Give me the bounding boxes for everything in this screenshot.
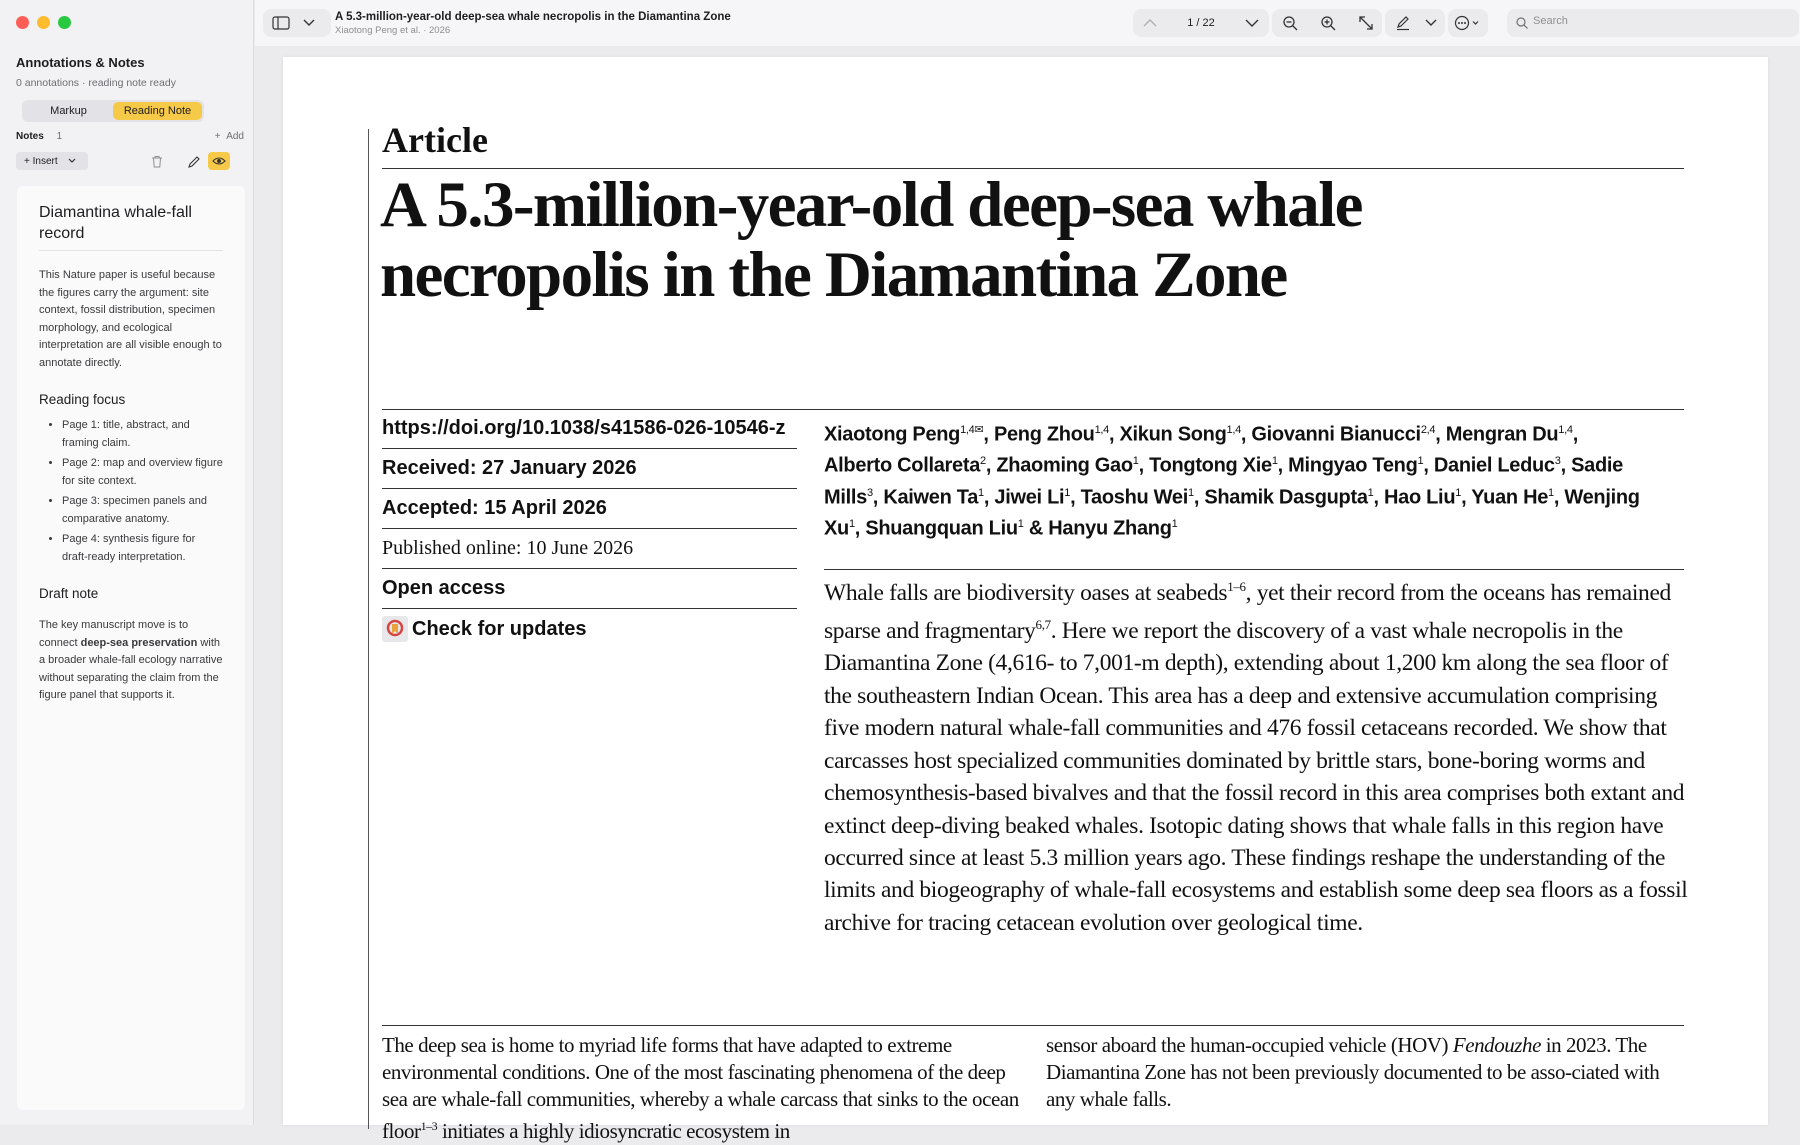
sidebar-toggle-group (263, 9, 331, 37)
chevron-down-icon[interactable] (1425, 19, 1437, 27)
vehicle-name: Fendouzhe (1452, 1033, 1541, 1057)
tab-reading-note[interactable]: Reading Note (113, 102, 202, 120)
document-title: A 5.3-million-year-old deep-sea whale necropolis in the Diamantina Zone (335, 11, 731, 23)
author-name: Wenjing Xu (824, 486, 1640, 540)
reading-focus-heading: Reading focus (39, 392, 126, 407)
author-name: Yuan He (1471, 486, 1549, 509)
body-text: in 2023. The Diamantina Zone has not been previously documented to be asso-ciated with any whale falls. (1046, 1033, 1660, 1111)
author-name: Shuangquan Liu (865, 517, 1018, 540)
author-name: Xikun Song (1119, 423, 1227, 446)
draft-text-post: with a broader whale-fall ecology narrative without separating the claim from the figure panel that supports it. (39, 636, 223, 701)
abstract (824, 571, 1694, 939)
note-toolbar (16, 152, 246, 172)
tab-markup[interactable]: Markup (50, 105, 87, 117)
pdf-page[interactable] (283, 57, 1768, 1143)
author-affiliation: 3 (866, 486, 873, 499)
reading-focus-list (39, 417, 223, 566)
author-name: Daniel Leduc (1433, 454, 1555, 477)
insert-dropdown[interactable] (16, 152, 88, 170)
author-affiliation: 1 (1171, 517, 1178, 530)
author-name: Mengran Du (1445, 423, 1559, 446)
author-name: Shamik Dasgupta (1204, 486, 1368, 509)
accepted-date: Accepted: 15 April 2026 (382, 489, 797, 529)
zoom-controls (1272, 9, 1382, 37)
chevron-down-icon (68, 158, 76, 164)
author-affiliation: 1,4 (1226, 424, 1241, 436)
plus-icon: + (24, 155, 33, 167)
more-options-button[interactable] (1448, 9, 1488, 37)
chevron-down-icon[interactable] (1245, 19, 1259, 28)
author-name: Hanyu Zhang (1048, 517, 1172, 540)
notes-header (16, 131, 244, 145)
add-note-button[interactable] (215, 131, 244, 142)
sidebar (0, 0, 254, 1125)
check-for-updates-label: Check for updates (412, 617, 587, 640)
more-icon (1454, 15, 1482, 31)
check-for-updates-link[interactable] (382, 609, 797, 649)
author-affiliation: 1 (1187, 486, 1194, 499)
citation[interactable]: 1–3 (420, 1119, 438, 1133)
window-controls (16, 16, 71, 29)
divider (824, 569, 1684, 570)
pencil-icon[interactable] (186, 154, 202, 170)
chevron-up-icon[interactable] (1143, 18, 1157, 27)
plus-icon: + (214, 131, 227, 142)
annotate-controls (1385, 9, 1445, 37)
author-name: Alberto Collareta (824, 454, 981, 477)
body-text: The deep sea is home to myriad life forms that have adapted to extreme environmental conditions. One of the most fascinating phenomena of the deep sea are whale-fall communities, whereby a whale carcass that sinks to the ocean floor (382, 1033, 1019, 1143)
body-text: sensor aboard the human-occupied vehicle (HOV) (1046, 1033, 1453, 1057)
author-affiliation: 1 (1132, 455, 1139, 468)
author-affiliation: 2 (980, 455, 986, 468)
author-affiliation: 1 (1548, 486, 1554, 499)
author-affiliation: 1 (1017, 517, 1024, 530)
reading-note-card[interactable] (17, 186, 245, 1110)
abstract-text: , yet their record from the oceans has remained sparse and fragmentary (824, 579, 1671, 645)
page-indicator[interactable]: 1 / 22 (1187, 17, 1215, 29)
chevron-down-icon[interactable] (303, 19, 315, 27)
page-navigator (1133, 9, 1269, 37)
author-affiliation: 1 (1064, 486, 1071, 499)
add-note-label: Add (226, 131, 244, 142)
draft-text-pre: The key manuscript move is to connect (39, 619, 189, 649)
body-column-right (1046, 1032, 1686, 1113)
view-segmented-control (22, 100, 204, 122)
list-item: • Page 3: specimen panels and comparative anatomy. (62, 493, 223, 528)
search-icon (1516, 17, 1528, 29)
author-name: Zhaoming Gao (996, 454, 1133, 477)
author-affiliation: 2,4 (1420, 424, 1436, 436)
citation[interactable]: 1–6 (1227, 579, 1246, 594)
zoom-window-button[interactable] (58, 16, 71, 29)
author-name: Sadie Mills (824, 454, 1623, 509)
author-affiliation: 1,4 (1558, 424, 1573, 436)
author-affiliation: 3 (1554, 455, 1561, 468)
author-affiliation: 1 (1455, 486, 1462, 499)
zoom-out-icon[interactable] (1282, 15, 1298, 31)
citation[interactable]: 6,7 (1035, 617, 1051, 633)
notes-label: Notes (16, 131, 44, 142)
author-name: Mingyao Teng (1288, 454, 1418, 477)
draft-note-text (39, 617, 223, 705)
doi-link[interactable]: https://doi.org/10.1038/s41586-026-10546-z (382, 409, 797, 449)
author-list: Xiaotong Peng$^{1,4✉}$, Peng Zhou$^{1,4}$, Xikun Song$^{1,4}$, Giovanni Bianucci$^{2,4}$, Mengran Du$^{1,4}$, Alberto Collareta$^2$, Zhaoming Gao$^1$, Tongtong Xie$^1$, Mingyao Teng$^1$, Daniel Leduc$^3$, Sadie Mills$^3$, Kaiwen Ta$^1$, Jiwei Li$^1$, Taoshu Wei$^1$, Shamik Dasgupta$^1$, Hao Liu$^1$, Yuan He$^1$, Wenjing Xu$^1$, Shuangquan Liu$^1$ & Hanyu Zhang$^1$ (824, 423, 1640, 540)
list-item: • Page 2: map and overview figure for site context. (62, 455, 223, 490)
note-title: Diamantina whale-fall record (39, 202, 223, 251)
note-intro: This Nature paper is useful because the figures carry the argument: site context, fossil distribution, specimen morphology, and ecological interpretation are all visible enough to annotate directly. (39, 269, 222, 369)
highlighter-icon[interactable] (1395, 15, 1411, 31)
search-input[interactable] (1533, 15, 1783, 27)
close-window-button[interactable] (16, 16, 29, 29)
article-type: Article (382, 120, 488, 160)
author-name: Peng Zhou (993, 423, 1095, 446)
abstract-text: . Here we report the discovery of a vast whale necropolis in the Diamantina Zone (4,616- to 7,001-m depth), extending about 1,200 km along the sea floor of the southeastern Indian Ocean. This area has a deep and extensive accumulation comprising five modern natural whale-fall communities and 476 fossil cetaceans recorded. We show that carcasses host specialized communities dominated by brittle stars, bone-boring worms and chemosynthesis-based bivalves and that the fossil record in this area comprises both extant and extinct deep-diving beaked whales. Isotopic dating shows that whale falls in this region have occurred since at least 5.3 million years ago. These findings reshape the understanding of the limits and biogeography of whale-fall ecosystems and establish some deep sea floors as a fossil archive for tracing cetacean evolution over geological time. (824, 618, 1688, 936)
insert-label: Insert (32, 155, 58, 167)
sidebar-toggle-icon[interactable] (272, 16, 290, 30)
crossmark-icon (382, 616, 408, 642)
zoom-in-icon[interactable] (1320, 15, 1336, 31)
author-affiliation: 1,4✉ (960, 424, 984, 436)
draft-note-heading: Draft note (39, 586, 99, 601)
open-access-label: Open access (382, 569, 797, 609)
author-affiliation: 1 (978, 486, 984, 499)
author-name: Kaiwen Ta (883, 486, 979, 509)
document-subtitle: Xiaotong Peng et al. · 2026 (335, 25, 451, 36)
paper-title: A 5.3-million-year-old deep-sea whale necropolis in the Diamantina Zone (380, 169, 1362, 311)
author-affiliation: 1 (1417, 455, 1424, 468)
author-name: Hao Liu (1384, 486, 1456, 509)
eye-icon (212, 156, 226, 166)
body-column-left (382, 1032, 1022, 1145)
published-date: Published online: 10 June 2026 (382, 529, 797, 569)
author-name: Jiwei Li (994, 486, 1065, 509)
list-item: • Page 4: synthesis figure for draft-ready interpretation. (62, 531, 223, 566)
author-affiliation: 1,4 (1094, 424, 1109, 436)
minimize-window-button[interactable] (37, 16, 50, 29)
author-name: Tongtong Xie (1149, 454, 1272, 477)
divider (382, 1025, 1684, 1026)
fit-to-page-icon[interactable] (1358, 15, 1374, 31)
preview-toggle-button[interactable] (208, 152, 230, 170)
author-affiliation: 1 (848, 517, 855, 530)
received-date: Received: 27 January 2026 (382, 449, 797, 489)
sidebar-subtitle: 0 annotations · reading note ready (16, 77, 176, 89)
abstract-text: Whale falls are biodiversity oases at seabeds (824, 579, 1228, 606)
margin-rule (368, 129, 369, 1129)
article-metadata (382, 409, 797, 649)
author-name: Giovanni Bianucci (1251, 423, 1421, 446)
author-name: Taoshu Wei (1080, 486, 1188, 509)
top-toolbar (255, 0, 1800, 46)
author-affiliation: 1 (1271, 455, 1278, 468)
author-affiliation: 1 (1367, 486, 1374, 499)
draft-text-bold: deep-sea preservation (80, 636, 198, 649)
sidebar-title: Annotations & Notes (16, 55, 145, 70)
notes-count: 1 (56, 131, 63, 142)
search-field[interactable] (1507, 9, 1799, 37)
author-name: Xiaotong Peng (824, 423, 961, 446)
list-item: • Page 1: title, abstract, and framing claim. (62, 417, 223, 452)
trash-icon[interactable] (151, 155, 163, 168)
body-text: initiates a highly idiosyncratic ecosystem in (437, 1119, 790, 1143)
